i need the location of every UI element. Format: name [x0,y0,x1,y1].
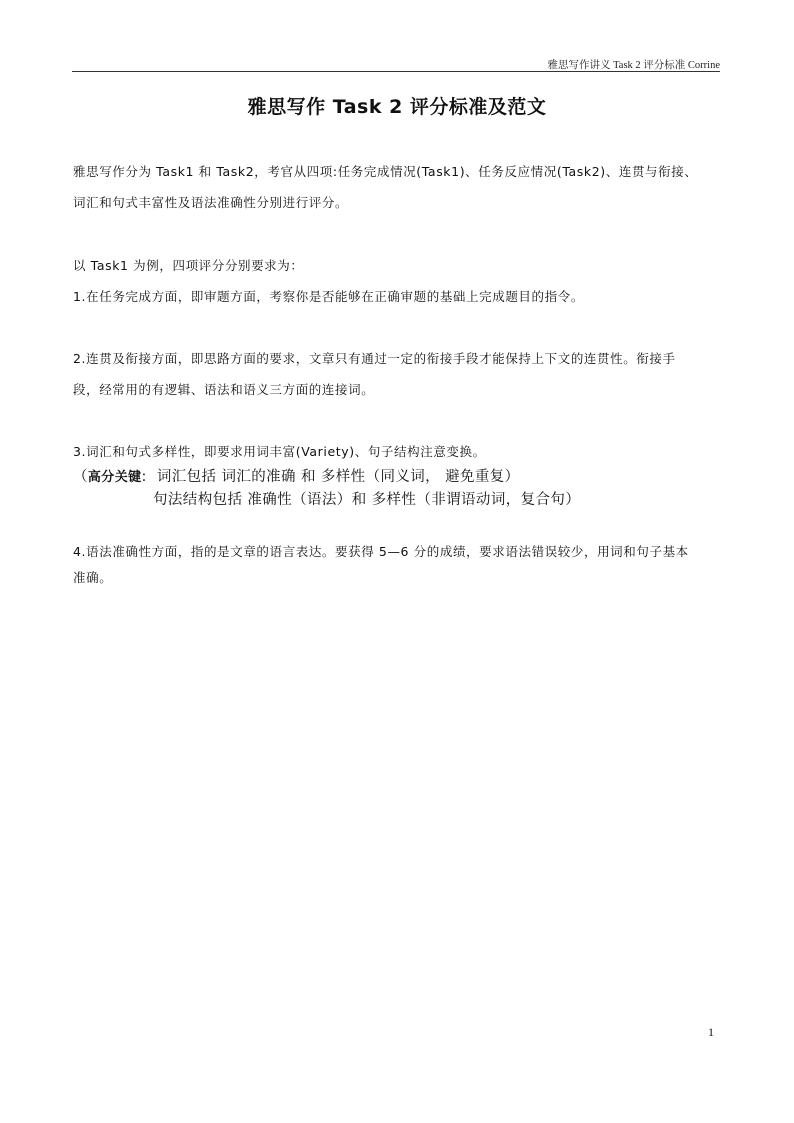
page-title: 雅思写作 Task 2 评分标准及范文 [247,96,547,118]
page-number: 1 [708,1025,714,1039]
criterion-4-line-1: 4.语法准确性方面，指的是文章的语言表达。要获得 5—6 分的成绩，要求语法错误较少，用词和句子基本 [73,544,689,559]
criterion-1: 1.在任务完成方面，即审题方面，考察你是否能够在正确审题的基础上完成题目的指令。 [73,289,584,304]
criterion-2-line-1: 2.连贯及衔接方面，即思路方面的要求，文章只有通过一定的衔接手段才能保持上下文的连贯性。衔接手 [73,351,676,366]
criterion-4-line-2: 准确。 [73,570,113,585]
example-intro: 以 Task1 为例，四项评分分别要求为： [73,258,304,273]
criterion-3: 3.词汇和句式多样性，即要求用词丰富(Variety)、句子结构注意变换。 [73,444,486,459]
intro-line-1: 雅思写作分为 Task1 和 Task2，考官从四项:任务完成情况(Task1)、任务反应情况(Task2)、连贯与衔接、 [73,164,698,179]
key-points-colon: : [141,469,147,485]
criterion-2-line-2: 段，经常用的有逻辑、语法和语义三方面的连接词。 [73,382,375,397]
key-points-line-2: 句法结构包括 准确性（语法）和 多样性（非谓语动词，复合句） [153,492,581,508]
key-points-line-1 [73,466,520,489]
key-points-open-paren: （ [73,469,88,485]
header-divider [72,71,720,72]
running-header: 雅思写作讲义 Task 2 评分标准 Corrine [547,60,720,71]
key-points-label: 高分关键 [87,470,142,485]
key-points-vocabulary: 词汇包括 词汇的准确 和 多样性（同义词， 避免重复） [156,469,520,485]
intro-line-2: 词汇和句式丰富性及语法准确性分别进行评分。 [73,195,349,210]
